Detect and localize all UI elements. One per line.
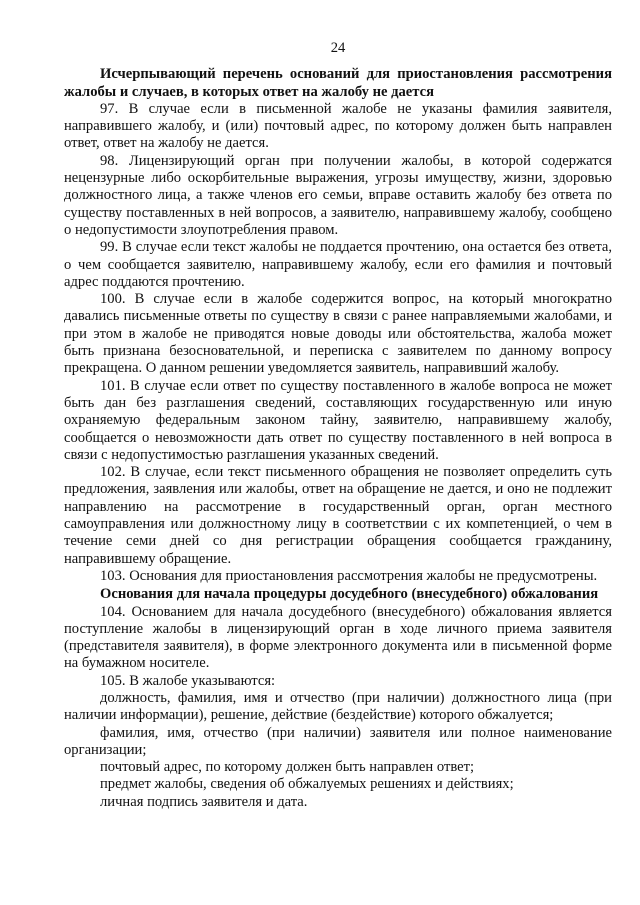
list-item-address: почтовый адрес, по которому должен быть направлен ответ; [100, 759, 475, 776]
list-item-subject: предмет жалобы, сведения об обжалуемых решениях и действиях; [100, 776, 514, 793]
list-item-applicant: фамилия, имя, отчество (при наличии) заявителя или полное наименование организации; [64, 724, 612, 758]
paragraph-99: 99. В случае если текст жалобы не поддается прочтению, она остается без ответа, о чем сообщается заявителю, направившему жалобу, если его фамилия и почтовый адрес поддаются прочтению. [64, 239, 612, 290]
paragraph-102: 102. В случае, если текст письменного обращения не позволяет определить суть предложения, заявления или жалобы, ответ на обращение не дается, и оно не подлежит направлению на рассмотрение в государственный орган, орган местного самоуправления или должностному лицу в соответствии с их компетенцией, о чем в течение семи дней со дня регистрации обращения сообщается гражданину, направившему обращение. [64, 464, 612, 567]
paragraph-97: 97. В случае если в письменной жалобе не указаны фамилия заявителя, направившего жалобу, и (или) почтовый адрес, по которому должен быть направлен ответ, ответ на жалобу не дается. [64, 100, 612, 152]
paragraph-103: 103. Основания для приостановления рассмотрения жалобы не предусмотрены. [100, 567, 598, 584]
page-number: 24 [330, 40, 346, 56]
paragraph-105: 105. В жалобе указываются: [100, 672, 276, 689]
list-item-official: должность, фамилия, имя и отчество (при наличии) должностного лица (при наличии информации), решение, действие (бездействие) которого обжалуется; [64, 689, 612, 724]
section-heading-suspension: Исчерпывающий перечень оснований для приостановления рассмотрения жалобы и случаев, в которых ответ на жалобу не дается [64, 66, 612, 100]
paragraph-100: 100. В случае если в жалобе содержится вопрос, на который многократно давались письменные ответы по существу в связи с ранее направляемыми жалобами, и при этом в жалобе не приводятся новые доводы или обстоятельства, жалоба может быть признана безосновательной, и переписка с заявителем по данному вопросу прекращена. О данном решении уведомляется заявитель, направивший жалобу. [64, 291, 612, 377]
paragraph-104: 104. Основанием для начала досудебного (внесудебного) обжалования является поступление жалобы в лицензирующий орган в ходе личного приема заявителя (представителя заявителя), в форме электронного документа или в письменной форме на бумажном носителе. [64, 603, 612, 672]
paragraph-101: 101. В случае если ответ по существу поставленного в жалобе вопроса не может быть дан без разглашения сведений, составляющих государственную или иную охраняемую федеральным законом тайну, заявителю, направившему жалобу, сообщается о невозможности дать ответ по существу поставленного в ней вопроса в связи с недопустимостью разглашения указанных сведений. [64, 377, 612, 463]
paragraph-98: 98. Лицензирующий орган при получении жалобы, в которой содержатся нецензурные либо оскорбительные выражения, угрозы имуществу, жизни, здоровью должностного лица, а также членов его семьи, вправе оставить жалобу без ответа по существу поставленных в ней вопросов, а заявителю, направившему жалобу, сообщено о недопустимости злоупотребления правом. [64, 152, 612, 238]
list-item-signature: личная подпись заявителя и дата. [100, 793, 308, 810]
section-heading-appeal: Основания для начала процедуры досудебного (внесудебного) обжалования [100, 586, 599, 603]
